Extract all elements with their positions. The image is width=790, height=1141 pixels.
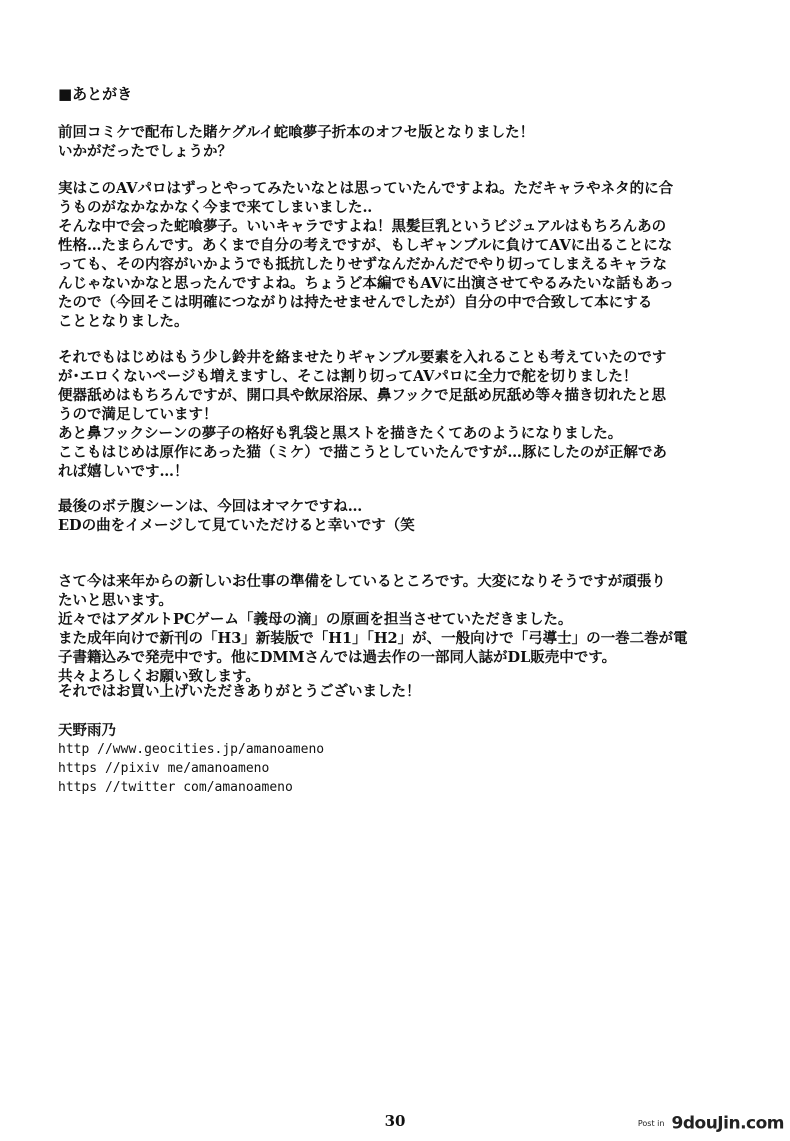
paragraph-news — [58, 572, 748, 686]
author-links — [58, 740, 324, 797]
text-line: 前回コミケで配布した賭ケグルイ蛇喰夢子折本のオフセ版となりました！ — [58, 124, 535, 141]
text-line: 子書籍込みで発売中です。他にDMMさんでは過去作の一部同人誌がDL販売中です。 — [58, 649, 617, 666]
twitter-link: https //twitter com/amanoameno — [58, 780, 293, 795]
geocities-link: http //www.geocities.jp/amanoameno — [58, 742, 325, 757]
text-line: こととなりました。 — [58, 313, 189, 330]
text-line: れば嬉しいです…！ — [58, 463, 189, 480]
text-line: さて今は来年からの新しいお仕事の準備をしているところです。大変になりそうですが頑張り — [58, 573, 666, 590]
text-line: それでもはじめはもう少し鈴井を絡ませたりギャンブル要素を入れることも考えていたのです — [58, 349, 667, 366]
text-line: ここもはじめは原作にあった猫（ミケ）で描こうとしていたんですが…豚にしたのが正解であ — [58, 444, 667, 461]
text-line: 性格…たまらんです。あくまで自分の考えですが、もしギャンブルに負けてAVに出ることにな — [58, 237, 673, 254]
text-line: いかがだったでしょうか？ — [58, 143, 232, 160]
text-line: が･エロくないページも増えますし、そこは割り切ってAVパロに全力で舵を切りました！ — [58, 368, 638, 385]
page-number: 30 — [384, 1112, 406, 1130]
text-line: 共々よろしくお願い致します。 — [58, 668, 260, 685]
text-line: それではお買い上げいただきありがとうございました！ — [58, 683, 421, 700]
paragraph-av-parody — [58, 179, 748, 331]
watermark-prefix: Post in — [637, 1118, 665, 1128]
text-line: 実はこのAVパロはずっとやってみたいなとは思っていたんですよね。ただキャラやネタ的に合 — [58, 180, 674, 197]
author-name: 天野雨乃 — [58, 722, 116, 739]
text-line: 便器舐めはもちろんですが、開口具や飲尿浴尿、鼻フックで足舐め尻舐め等々描き切れたと思 — [58, 387, 666, 404]
pixiv-link: https //pixiv me/amanoameno — [58, 761, 270, 776]
text-line: また成年向けで新刊の「H3」新装版で「H1」「H2」が、一般向けで「弓導士」の一巻二巻が電 — [58, 630, 688, 647]
text-line: たいと思います。 — [58, 592, 173, 609]
site-watermark — [638, 1113, 784, 1134]
text-line: うものがなかなかなく今まで来てしまいました‥ — [58, 199, 373, 216]
watermark-brand: 9douJin.com — [671, 1113, 784, 1133]
text-line: たので（今回そこは明確につながりは持たせませんでしたが）自分の中で合致して本にする — [58, 294, 653, 311]
paragraph-content — [58, 348, 748, 481]
text-line: 近々ではアダルトPCゲーム「義母の滴」の原画を担当させていただきました。 — [58, 611, 573, 628]
text-line: そんな中で会った蛇喰夢子。いいキャラですよね！黒髪巨乳というビジュアルはもちろんあの — [58, 218, 667, 235]
text-line: あと鼻フックシーンの夢子の格好も乳袋と黒ストを描きたくてあのようになりました。 — [58, 425, 623, 442]
text-line: んじゃないかなと思ったんですよね。ちょうど本編でもAVに出演させてやるみたいな話もあっ — [58, 275, 674, 292]
text-line: 最後のボテ腹シーンは、今回はオマケですね… — [58, 498, 363, 515]
afterword-heading: ■あとがき — [58, 85, 133, 103]
paragraph-extra — [58, 497, 748, 535]
paragraph-thanks — [58, 682, 748, 701]
text-line: うので満足しています！ — [58, 406, 218, 423]
text-line: っても、その内容がいかようでも抵抗したりせずなんだかんだでやり切ってしまえるキャラな — [58, 256, 667, 273]
paragraph-intro — [58, 123, 748, 161]
text-line: EDの曲をイメージして見ていただけると幸いです（笑 — [58, 517, 415, 534]
